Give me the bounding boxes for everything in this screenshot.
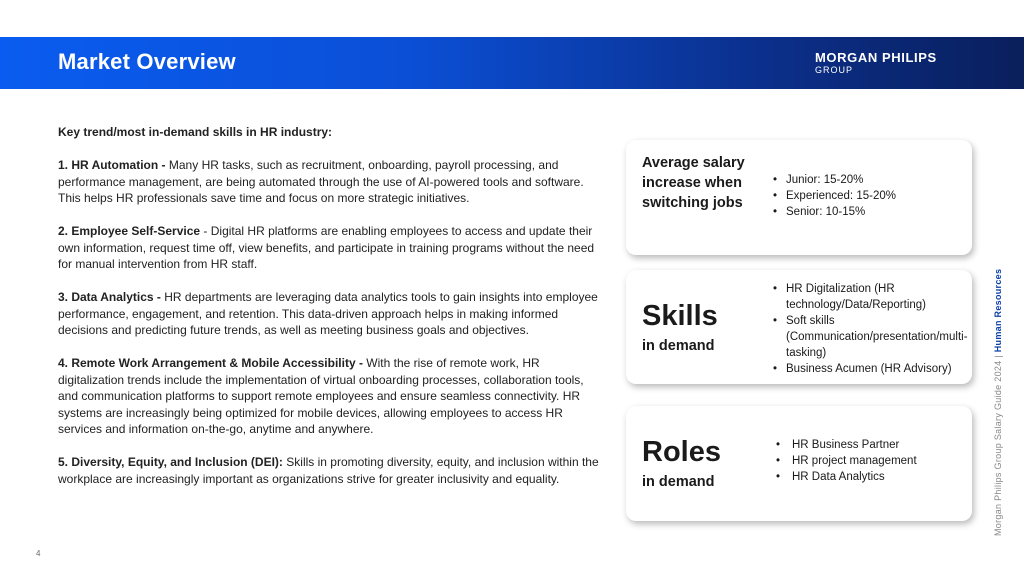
- side-caption-section: Human Resources: [993, 268, 1003, 353]
- trend-body: Skills in promoting diversity, equity, and inclusion within the workplace are increasingly important as organizations strive for greater inclusivity and equality.: [58, 455, 599, 486]
- list-item: • Junior: 15-20%: [771, 172, 961, 188]
- trend-body: - Digital HR platforms are enabling employees to access and update their own information, request time off, view benefits, and participate in training programs without the need for manual intervention from HR staff.: [58, 224, 595, 271]
- trend-item-1: [58, 157, 606, 207]
- roles-heading: Roles: [642, 436, 721, 468]
- salary-list: [771, 172, 961, 220]
- side-caption: [993, 269, 1003, 536]
- trend-lead: 3. Data Analytics -: [58, 290, 165, 304]
- list-item: • Business Acumen (HR Advisory): [771, 361, 963, 377]
- page-number: 4: [36, 549, 41, 558]
- trend-lead: 5. Diversity, Equity, and Inclusion (DEI):: [58, 455, 283, 469]
- trend-item-4: [58, 355, 606, 438]
- skills-subheading: in demand: [642, 338, 715, 354]
- trend-body: HR departments are leveraging data analytics tools to gain insights into employee performance, engagement, and retention. This data-driven approach helps in making informed decisions and predicting future trends, as well as meeting business goals and objectives.: [58, 290, 598, 337]
- trend-body: Many HR tasks, such as recruitment, onboarding, payroll processing, and performance management, are being automated through the use of AI-powered tools and software. This helps HR professionals save time and focus on more strategic initiatives.: [58, 158, 584, 205]
- list-item: • Experienced: 15-20%: [771, 188, 961, 204]
- trend-item-3: [58, 289, 606, 339]
- trend-lead: 2. Employee Self-Service: [58, 224, 201, 238]
- side-caption-text: Morgan Philips Group Salary Guide 2024 |: [993, 352, 1003, 536]
- list-item: • HR Business Partner: [774, 437, 964, 453]
- company-logo: [815, 51, 937, 76]
- logo-line-1: MORGAN PHILIPS: [815, 50, 937, 65]
- skills-card: [626, 270, 972, 384]
- salary-heading: Average salary increase when switching jobs: [642, 155, 745, 211]
- list-item: • HR project management: [774, 453, 964, 469]
- trend-item-5: [58, 454, 606, 487]
- trend-body: With the rise of remote work, HR digitalization trends include the implementation of virtual onboarding processes, collaboration tools, and communication platforms to support remote employees and ensure seamless connectivity. HR systems are increasingly being optimized for mobile devices, allowing employees to access HR services and information on-the-go, anytime and anywhere.: [58, 356, 584, 436]
- list-item: • HR Digitalization (HR technology/Data/Reporting): [771, 281, 963, 313]
- roles-subheading: in demand: [642, 474, 715, 490]
- list-item: • HR Data Analytics: [774, 469, 964, 485]
- skills-list: [771, 281, 968, 377]
- intro-heading: Key trend/most in-demand skills in HR industry:: [58, 125, 333, 139]
- skills-heading: Skills: [642, 300, 718, 332]
- trends-text: [58, 124, 606, 504]
- roles-list: [774, 437, 964, 485]
- page-title: Market Overview: [58, 49, 236, 74]
- list-item: • Soft skills (Communication/presentation/multi-tasking): [771, 313, 963, 361]
- salary-card: [626, 140, 972, 255]
- logo-line-2: GROUP: [815, 65, 854, 75]
- trend-lead: 1. HR Automation -: [58, 158, 169, 172]
- list-item: • Senior: 10-15%: [771, 204, 961, 220]
- trend-item-2: [58, 223, 606, 273]
- trend-lead: 4. Remote Work Arrangement & Mobile Accessibility -: [58, 356, 367, 370]
- roles-card: [626, 406, 972, 521]
